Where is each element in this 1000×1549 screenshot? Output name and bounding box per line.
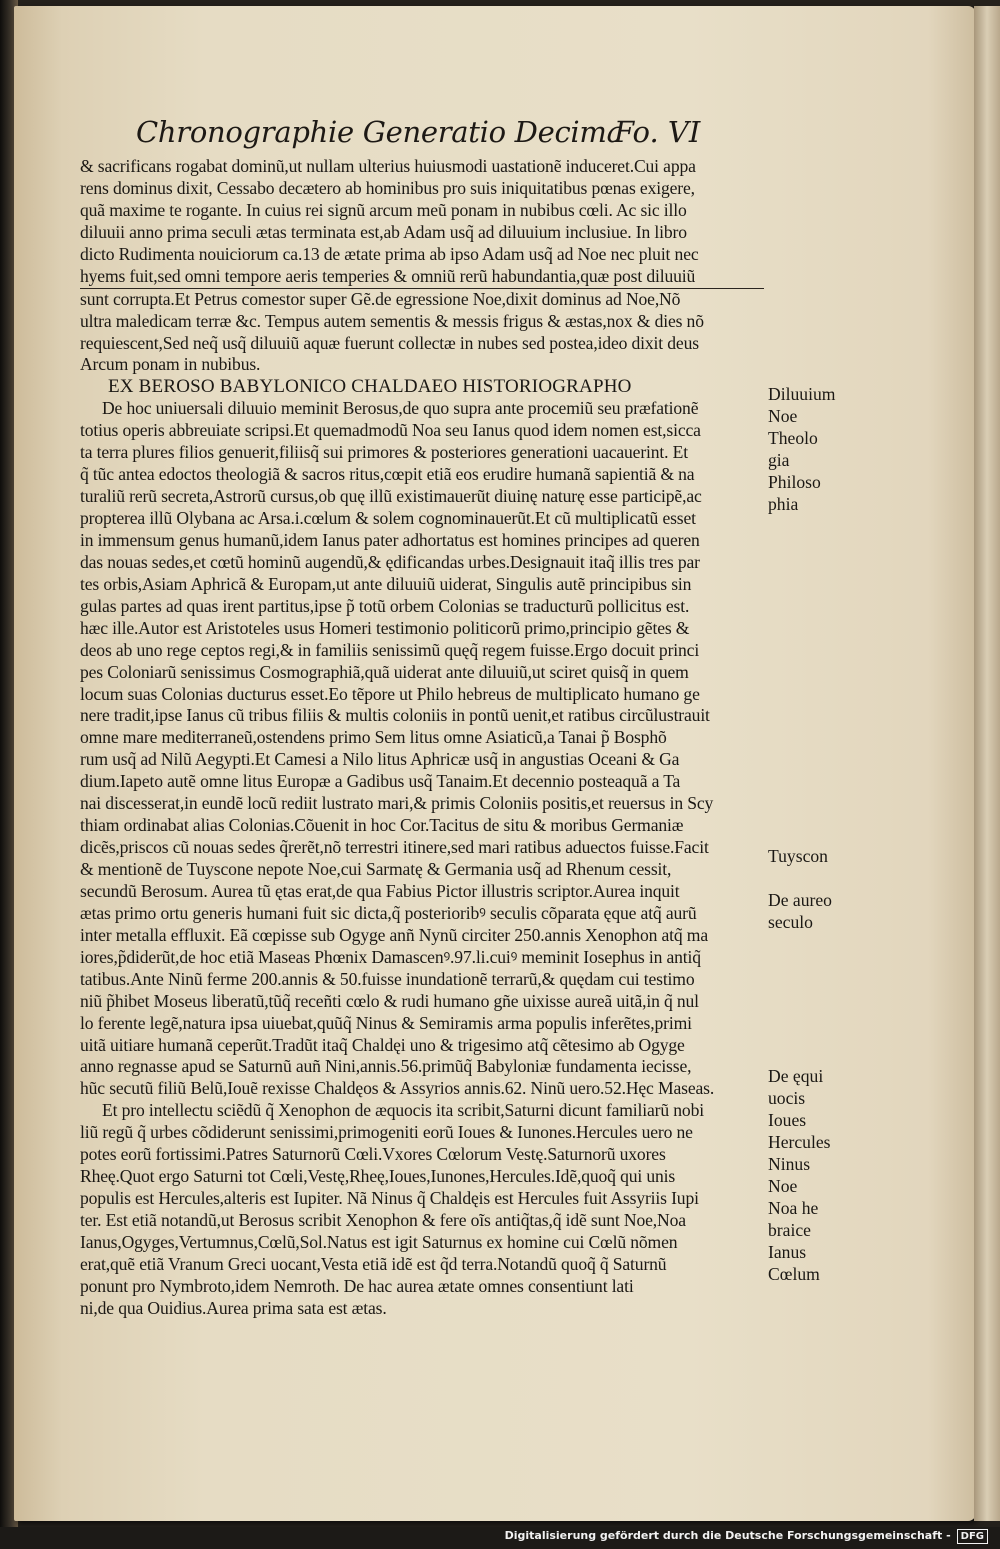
text-line: locum suas Colonias ducturus esset.Eo tẽpore ut Philo hebreus de multiplicato humano ge bbox=[80, 683, 700, 704]
text-line: anno regnasse apud se Saturnũ auñ Nini,annis.56.primũq̃ Babyloniæ fundamenta iecisse, bbox=[80, 1056, 692, 1077]
margin-note: Ianus bbox=[768, 1242, 807, 1262]
text-line: nai discesserat,in eundẽ locũ rediit lustrato mari,& primis Coloniis positis,et reuersus in Scy bbox=[80, 793, 714, 814]
text-line: dicto Rudimenta nouiciorum ca.13 de ætate prima ab ipso Adam usq̃ ad Noe nec pluit nec bbox=[80, 243, 699, 264]
section-heading: EX BEROSO BABYLONICO CHALDAEO HISTORIOGRAPHO bbox=[108, 376, 632, 398]
text-line: ter. Est etiã notandũ,ut Berosus scribit Xenophon & fere oĩs antiq̃tas,q̃ idẽ sunt Noe,Noa bbox=[80, 1210, 686, 1230]
text-line: liũ regũ q̃ urbes cõdiderunt senissimi,primogeniti eorũ Ioues & Iunones.Hercules uero ne bbox=[80, 1122, 693, 1143]
text-line: niũ p̃hibet Moseus liberatũ,tũq̃ receñti cœlo & rudi humano gñe uixisse aureã uitã,in q̃ nul bbox=[80, 990, 699, 1011]
text-line: tes orbis,Asiam Aphricã & Europam,ut ante diluuiũ uiderat, Singulis autẽ principibus sin bbox=[80, 573, 692, 594]
text-line: & mentionẽ de Tuyscone nepote Noe,cui Sarmatę & Germania usq̃ ad Rhenum cessit, bbox=[80, 859, 672, 879]
text-line: uitã uitiare humanã ceperũt.Tradũt itaq̃ Chaldęi uno & trigesimo atq̃ cẽtesimo ab Ogyge bbox=[80, 1034, 685, 1055]
text-line: Et pro intellectu sciẽdũ q̃ Xenophon de æquocis ita scribit,Saturni dicunt familiarũ nobi bbox=[102, 1100, 704, 1121]
page-fore-edge bbox=[974, 6, 1000, 1521]
text-line: diluuii anno prima seculi ætas terminata est,ab Adam usq̃ ad diluuium inclusiue. In libro bbox=[80, 221, 687, 242]
margin-note: seculo bbox=[768, 912, 813, 932]
text-line: propterea illũ Olybana ac Arsa.i.cœlum & solem cognominauerũt.Et cũ multiplicatũ esset bbox=[80, 508, 696, 528]
text-line: turaliũ rerũ secreta,Astrorũ cursus,ob quę illũ existimauerũt diuinę naturę esse participẽ,ac bbox=[80, 486, 702, 507]
margin-note: Noa he bbox=[768, 1198, 819, 1218]
text-line: ultra maledicam terræ &c. Tempus autem sementis & messis frigus & æstas,nox & dies nõ bbox=[80, 310, 704, 331]
text-line: tatibus.Ante Ninũ ferme 200.annis & 50.fuisse inundationẽ terrarũ,& quędam cui testimo bbox=[80, 968, 695, 989]
text-line-underlined: hyems fuit,sed omni tempore aeris temperies & omniũ rerũ habundantia,quæ post diluuiũ bbox=[80, 266, 764, 289]
text-line: pes Coloniarũ senissimus Cosmographiã,quã uiderat ante diluuiũ,ut sciret quisq̃ in quem bbox=[80, 661, 689, 682]
text-line: hũc secutũ filiũ Belũ,Iouẽ rexisse Chaldęos & Assyrios annis.62. Ninũ uero.52.Hęc Maseas. bbox=[80, 1078, 715, 1099]
text-line: in immensum genus humanũ,idem Ianus pater adhortatus est homines principes ad queren bbox=[80, 529, 700, 550]
text-line: iores,p̃diderũt,de hoc etiã Maseas Phœnix Damascenꝰ.97.li.cuiꝰ meminit Iosephus in antiq̃ bbox=[80, 946, 701, 967]
funding-credit-text: Digitalisierung gefördert durch die Deutsche Forschungsgemeinschaft - bbox=[504, 1529, 951, 1542]
text-line: populis est Hercules,alteris est Iupiter. Nã Ninus q̃ Chaldęis est Hercules fuit Assyriis Iupi bbox=[80, 1188, 699, 1209]
margin-note: Cœlum bbox=[768, 1264, 820, 1284]
margin-note: Noe bbox=[768, 1176, 798, 1196]
text-line: rens dominus dixit, Cessabo decætero ab hominibus pro suis iniquitatibus pœnas exigere, bbox=[80, 177, 695, 198]
text-line: totius operis abbreuiate scripsi.Et quemadmodũ Noa seu Ianus quod idem nomen est,sicca bbox=[80, 420, 701, 441]
text-line: deos ab uno rege ceptos regi,& in familiis senissimũ quęq̃ regem fuisse.Ergo docuit princi bbox=[80, 639, 700, 660]
text-line: thiam ordinabat alias Colonias.Cõuenit in hoc Cor.Tacitus de situ & moribus Germaniæ bbox=[80, 815, 684, 836]
text-line: ponunt pro Nymbroto,idem Nemroth. De hac aurea ætate omnes consentiunt lati bbox=[80, 1275, 634, 1296]
margin-note: Philoso bbox=[768, 472, 821, 492]
text-line: & sacrificans rogabat dominũ,ut nullam ulterius huiusmodi uastationẽ induceret.Cui appa bbox=[80, 156, 696, 176]
text-line: ta terra plures filios genuerit,filiisq̃ sui primores & posteriores generationi uacauerint. Et bbox=[80, 442, 688, 463]
text-line: dicẽs,priscos cũ nouas sedes q̃rerẽt,nõ terrestri itinere,sed mari ratibus aduectos fuisse.Facit bbox=[80, 837, 709, 858]
margin-note: Ioues bbox=[768, 1110, 807, 1130]
margin-note: uocis bbox=[768, 1088, 806, 1108]
text-line: gulas partes ad quas irent partitus,ipse p̃ totũ orbem Colonias se traducturũ pollicitus est. bbox=[80, 595, 690, 616]
margin-note: Noe bbox=[768, 406, 798, 426]
text-line: De hoc uniuersali diluuio meminit Berosus,de quo supra ante procemiũ seu præfationẽ bbox=[102, 398, 699, 419]
margin-note: phia bbox=[768, 494, 799, 514]
text-line: ni,de qua Ouidius.Aurea prima sata est ætas. bbox=[80, 1297, 387, 1318]
text-line: secundũ Berosum. Aurea tũ ętas erat,de qua Fabius Pictor illustris scriptor.Aurea inquit bbox=[80, 880, 680, 901]
text-line: erat,quẽ etiã Vranum Greci uocant,Vesta etiã idẽ est q̃d terra.Notandũ quoq̃ q̃ Saturnũ bbox=[80, 1253, 667, 1274]
margin-note: Hercules bbox=[768, 1132, 831, 1152]
folio-number: Fo. VI bbox=[614, 115, 701, 149]
text-line: sunt corrupta.Et Petrus comestor super Gẽ.de egressione Noe,dixit dominus ad Noe,Nõ bbox=[80, 288, 681, 309]
text-line: quã maxime te rogante. In cuius rei signũ arcum meũ ponam in nubibus cœli. Ac sic illo bbox=[80, 199, 687, 220]
dfg-logo: DFG bbox=[957, 1529, 988, 1544]
running-title: Chronographie Generatio Decima bbox=[136, 115, 624, 149]
margin-note: De ęqui bbox=[768, 1066, 824, 1086]
text-line: q̃ tũc antea edoctos theologiã & sacros ritus,cœpit etiã eos erudire humanã sapientiã & na bbox=[80, 464, 695, 485]
text-line: das nouas sedes,et cœtũ hominũ augendũ,& ędificandas urbes.Designauit itaq̃ illis tres par bbox=[80, 551, 700, 572]
margin-note: De aureo bbox=[768, 890, 832, 910]
text-line: nere tradit,ipse Ianus cũ tribus filiis & multis coloniis in pontũ uenit,et ratibus circũlustrauit bbox=[80, 705, 710, 726]
text-line: inter metalla effluxit. Eã cœpisse sub Ogyge anñ Nynũ circiter 250.annis Xenophon atq̃ ma bbox=[80, 924, 708, 945]
margin-note: gia bbox=[768, 450, 790, 470]
text-line: requiescent,Sed neq̃ usq̃ diluuiũ aquæ fuerunt collectæ in nubes sed postea,ideo dixit deus bbox=[80, 332, 699, 353]
text-line: potes eorũ fortissimi.Patres Saturnorũ Cœli.Vxores Cœlorum Vestę.Saturnorũ uxores bbox=[80, 1144, 666, 1165]
text-line: Arcum ponam in nubibus. bbox=[80, 354, 261, 375]
text-line: dium.Iapeto autẽ omne litus Europæ a Gadibus usq̃ Tanaim.Et decennio posteaquã a Ta bbox=[80, 771, 681, 792]
text-line: hæc ille.Autor est Aristoteles usus Homeri testimonio politicorũ primo,principio gẽtes & bbox=[80, 617, 690, 638]
text-line: rum usq̃ ad Nilũ Aegypti.Et Camesi a Nilo litus Aphricæ usq̃ in angustias Oceani & Ga bbox=[80, 749, 680, 770]
funding-credit bbox=[505, 1529, 988, 1544]
margin-note: Theolo bbox=[768, 428, 818, 448]
text-line: lo ferente legẽ,natura ipsa uiuebat,quũq̃ Ninus & Semiramis arma populis inferẽtes,primi bbox=[80, 1012, 692, 1033]
margin-note: Diluuium bbox=[768, 384, 836, 404]
text-line: omne mare mediterraneũ,ostendens primo Sem litus omne Asiaticũ,a Tanai p̃ Bosphõ bbox=[80, 727, 667, 748]
margin-note: Tuyscon bbox=[768, 846, 828, 866]
margin-note: braice bbox=[768, 1220, 811, 1240]
main-text-column bbox=[80, 156, 764, 1320]
page-header bbox=[136, 115, 756, 155]
text-line: ætas primo ortu generis humani fuit sic dicta,q̃ posterioribꝰ seculis cõparata ęque atq̃ aurũ bbox=[80, 902, 697, 923]
text-line: Ianus,Ogyges,Vertumnus,Cœlũ,Sol.Natus est igit Saturnus ex homine cui Cœlũ nõmen bbox=[80, 1231, 678, 1252]
margin-note: Ninus bbox=[768, 1154, 811, 1174]
text-line: Rheę.Quot ergo Saturni tot Cœli,Vestę,Rheę,Ioues,Iunones,Hercules.Idẽ,quoq̃ qui unis bbox=[80, 1166, 676, 1187]
